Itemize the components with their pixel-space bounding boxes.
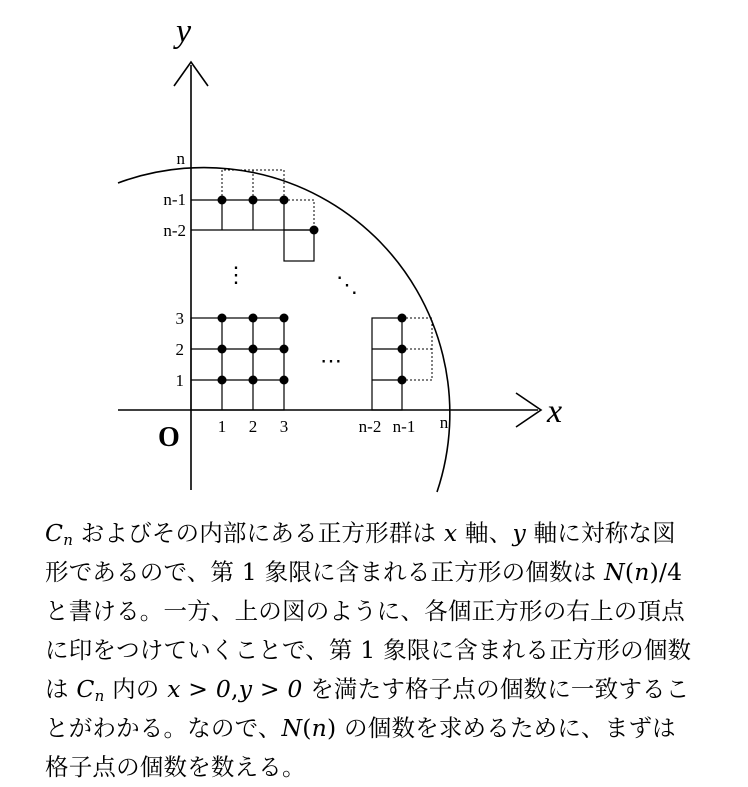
x-tick-label: 2 [248,417,258,436]
lattice-point [218,376,227,385]
math-n: n [634,558,650,586]
x-axis-label: x [547,393,563,430]
lattice-point [249,314,258,323]
text-line-4: に印をつけていくことで、第 1 象限に含まれる正方形の個数 [45,636,692,664]
lattice-point [398,345,407,354]
lattice-point [398,376,407,385]
text-line-3: と書ける。一方、上の図のように、各個正方形の右上の頂点 [45,597,685,625]
text-span: 軸、 [457,519,513,547]
explanation-text [45,514,705,787]
text-line-2: 形であるので、第 1 象限に含まれる正方形の個数は N(n)/4 [45,558,683,586]
lattice-point [249,376,258,385]
math-n-cap: N [604,558,625,586]
math-c: C [76,675,95,703]
vertical-dots: ⋮ [225,262,247,287]
x-tick-label: 1 [217,417,227,436]
math-sub-n: n [63,531,74,549]
lattice-points [218,196,407,385]
text-span: は [45,675,77,703]
text-span: の個数を求めるために、まずは [336,714,676,742]
x-tick-label: n-2 [358,417,382,436]
math-n: n [311,714,328,742]
lattice-point [310,226,319,235]
text-span: , [231,675,239,703]
text-line-7: 格子点の個数を数える。 [45,753,306,781]
lattice-point [218,196,227,205]
y-tick-label: n-2 [163,221,186,240]
x-tick-labels [218,413,449,436]
text-span: 内の [104,675,168,703]
x-tick-label: n [439,413,449,432]
axes [118,62,541,490]
lattice-point [280,345,289,354]
y-tick-label: n [176,149,185,168]
lattice-point [218,345,227,354]
diagonal-dots: ⋱ [336,272,358,297]
text-span: およびその内部にある正方形群は [73,519,444,547]
text-line-1 [45,514,705,553]
x-tick-label: n-1 [392,417,416,436]
horizontal-dots: ⋯ [320,348,342,373]
lattice-point [280,314,289,323]
y-tick-label: n-1 [163,190,186,209]
math-c: C [45,519,64,547]
math-y: y [512,519,526,547]
math-cond-y: y > 0 [238,675,303,703]
text-span: 形であるので、第 1 象限に含まれる正方形の個数は [45,558,605,586]
text-line-5 [45,670,705,709]
y-tick-label: 2 [175,340,184,359]
y-tick-label: 1 [175,371,184,390]
math-sub-n: n [94,687,105,705]
lattice-point [218,314,227,323]
lattice-point [280,376,289,385]
text-span: 軸に対称な図 [525,519,676,547]
text-line-6: とがわかる。なので、N(n) の個数を求めるために、まずは [45,714,676,742]
text-span: を満たす格子点の個数に一致するこ [302,675,690,703]
y-axis-label: y [176,13,192,50]
math-n-cap: N [281,714,303,742]
origin-label: O [158,422,180,453]
x-tick-label: 3 [279,417,289,436]
y-tick-label: 3 [175,309,184,328]
text-span: とがわかる。なので、 [45,714,282,742]
lattice-point [280,196,289,205]
math-x: x [443,519,458,547]
y-tick-labels [163,149,186,390]
math-cond-x: x > 0 [167,675,232,703]
text-span: /4 [658,558,683,586]
lattice-point [249,196,258,205]
lattice-point [398,314,407,323]
lattice-point [249,345,258,354]
